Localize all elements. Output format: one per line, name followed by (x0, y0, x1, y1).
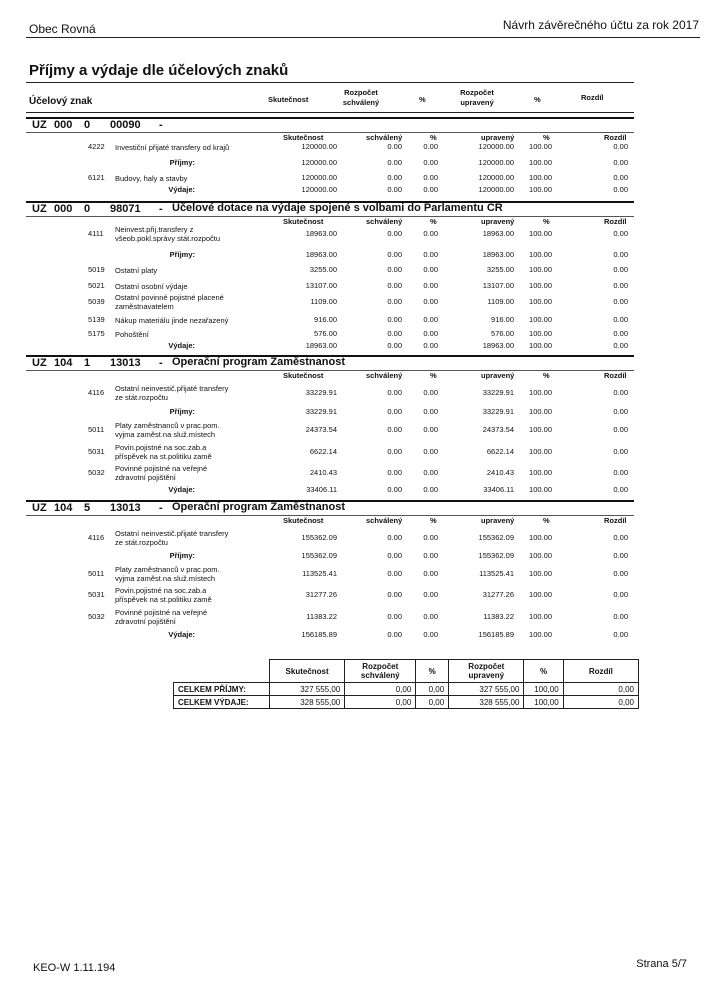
row-value-pct: 0.00 (423, 485, 438, 494)
column-label: % (543, 133, 550, 142)
item-code: 5039 (88, 297, 105, 306)
row-value-ru: 120000.00 (478, 142, 514, 151)
row-value-pct: 0.00 (423, 447, 438, 456)
row-value-pct: 0.00 (423, 407, 438, 416)
row-value-pct2: 100.00 (529, 265, 552, 274)
row-description: Neinvest.přij.transfery z všeob.pokl.správy stát.rozpočtu (115, 225, 221, 243)
row-value-pct: 0.00 (423, 590, 438, 599)
totals-label: CELKEM VÝDAJE: (174, 696, 270, 709)
row-value-pct: 0.00 (423, 281, 438, 290)
row-value-ru: 120000.00 (478, 158, 514, 167)
row-value-pct: 0.00 (423, 297, 438, 306)
item-code: 5019 (88, 265, 105, 274)
row-value-pct2: 100.00 (529, 297, 552, 306)
row-value-skut: 120000.00 (301, 173, 337, 182)
row-value-rozdil: 0.00 (613, 158, 628, 167)
row-description: Ostatní povinné pojistné placené zaměstnavatelem (115, 293, 224, 311)
row-value-rs: 0.00 (387, 551, 402, 560)
row-value-pct: 0.00 (423, 630, 438, 639)
column-label: upravený (481, 371, 515, 380)
totals-value: 0,00 (416, 696, 449, 709)
section-code: - (159, 203, 163, 215)
row-value-ru: 155362.09 (478, 533, 514, 542)
row-sum-label: Příjmy: (169, 551, 195, 560)
row-value-rozdil: 0.00 (613, 590, 628, 599)
row-value-skut: 155362.09 (301, 533, 337, 542)
row-value-skut: 1109.00 (310, 297, 337, 306)
item-code: 6121 (88, 173, 105, 182)
column-label: Rozdíl (604, 133, 627, 142)
row-value-ru: 33229.91 (482, 407, 514, 416)
section-name: Operační program Zaměstnanost (172, 356, 345, 368)
section-code: 000 (54, 203, 73, 215)
row-value-pct2: 100.00 (529, 612, 552, 621)
totals-value: 100,00 (524, 683, 563, 696)
totals-header-cell: % (416, 660, 449, 683)
row-value-pct2: 100.00 (529, 142, 552, 151)
row-value-pct: 0.00 (423, 551, 438, 560)
item-code: 5021 (88, 281, 105, 290)
row-description: Ostatní neinvestič.přijaté transfery ze stát.rozpočtu (115, 384, 229, 402)
row-value-rs: 0.00 (387, 612, 402, 621)
row-value-ru: 13107.00 (482, 281, 514, 290)
row-value-rozdil: 0.00 (613, 407, 628, 416)
row-value-pct: 0.00 (423, 569, 438, 578)
row-value-rozdil: 0.00 (613, 185, 628, 194)
row-value-rozdil: 0.00 (613, 281, 628, 290)
section-code: 104 (54, 357, 73, 369)
row-value-rs: 0.00 (387, 329, 402, 338)
column-label: schválený (366, 516, 403, 525)
column-label: upravený (481, 217, 515, 226)
row-description: Povin.pojistné na soc.zab.a příspěvek na st.politiku zamě (115, 443, 212, 461)
column-label: Rozdíl (604, 217, 627, 226)
totals-value: 327 555,00 (269, 683, 344, 696)
row-description: Pohoštění (115, 330, 149, 339)
row-value-rs: 0.00 (387, 250, 402, 259)
row-description: Budovy, haly a stavby (115, 174, 188, 183)
column-skutecnost: Skutečnost (268, 95, 309, 104)
totals-value: 0,00 (563, 683, 638, 696)
row-value-skut: 11383.22 (306, 612, 337, 621)
row-value-pct: 0.00 (423, 158, 438, 167)
section-code: - (159, 502, 163, 514)
row-value-pct2: 100.00 (529, 185, 552, 194)
section-code: 000 (54, 119, 73, 131)
row-value-pct2: 100.00 (529, 173, 552, 182)
row-value-rozdil: 0.00 (613, 341, 628, 350)
row-description: Ostatní platy (115, 266, 158, 275)
row-value-rozdil: 0.00 (613, 447, 628, 456)
row-value-ru: 24373.54 (482, 425, 514, 434)
row-value-pct2: 100.00 (529, 630, 552, 639)
header-rule (26, 37, 700, 38)
row-value-pct: 0.00 (423, 173, 438, 182)
row-value-pct2: 100.00 (529, 315, 552, 324)
section-code: - (159, 357, 163, 369)
row-value-pct: 0.00 (423, 250, 438, 259)
row-value-ru: 2410.43 (486, 468, 514, 477)
row-value-ru: 18963.00 (482, 341, 514, 350)
row-sum-label: Příjmy: (169, 250, 195, 259)
row-value-rozdil: 0.00 (613, 329, 628, 338)
section-code: 0 (84, 203, 91, 215)
row-value-rozdil: 0.00 (613, 250, 628, 259)
section-name: Účelové dotace na výdaje spojené s volbami do Parlamentu ČR (172, 202, 503, 214)
row-value-rozdil: 0.00 (613, 142, 628, 151)
row-value-rozdil: 0.00 (613, 468, 628, 477)
row-value-rozdil: 0.00 (613, 229, 628, 238)
top-header-bottom-rule (26, 112, 634, 113)
row-description: Nákup materiálu jinde nezařazený (115, 316, 229, 325)
row-value-rs: 0.00 (387, 297, 402, 306)
row-value-skut: 3255.00 (309, 265, 337, 274)
item-code: 4116 (88, 388, 105, 397)
row-value-pct: 0.00 (423, 315, 438, 324)
row-value-ru: 576.00 (491, 329, 514, 338)
row-value-rozdil: 0.00 (613, 265, 628, 274)
row-value-pct: 0.00 (423, 329, 438, 338)
column-rozdil: Rozdíl (581, 93, 604, 102)
column-label: upravený (481, 516, 515, 525)
row-value-rs: 0.00 (387, 185, 402, 194)
row-value-pct2: 100.00 (529, 485, 552, 494)
item-code: 5031 (88, 447, 105, 456)
section-code: 104 (54, 502, 73, 514)
row-value-pct: 0.00 (423, 612, 438, 621)
row-value-skut: 6622.14 (309, 447, 337, 456)
row-value-rs: 0.00 (387, 630, 402, 639)
row-value-pct: 0.00 (423, 341, 438, 350)
section-code: 1 (84, 357, 91, 369)
row-value-pct2: 100.00 (529, 425, 552, 434)
section-code: - (159, 119, 163, 131)
column-label: % (543, 516, 550, 525)
column-pct2: % (534, 95, 541, 104)
row-value-ru: 33406.11 (483, 485, 514, 494)
row-value-ru: 1109.00 (487, 297, 514, 306)
row-value-pct2: 100.00 (529, 329, 552, 338)
totals-row-prijmy (174, 683, 639, 696)
totals-value: 328 555,00 (269, 696, 344, 709)
row-description: Povinné pojistné na veřejné zdravotní pojištění (115, 608, 208, 626)
row-value-ru: 6622.14 (486, 447, 514, 456)
row-value-rozdil: 0.00 (613, 533, 628, 542)
row-value-rs: 0.00 (387, 158, 402, 167)
row-sum-label: Příjmy: (169, 407, 195, 416)
totals-header-cell: Rozpočet upravený (449, 660, 524, 683)
totals-header-cell: % (524, 660, 563, 683)
row-value-ru: 18963.00 (482, 229, 514, 238)
column-label: Skutečnost (283, 371, 324, 380)
row-description: Povin.pojistné na soc.zab.a příspěvek na st.politiku zamě (115, 586, 212, 604)
row-value-ru: 31277.26 (482, 590, 514, 599)
row-value-rs: 0.00 (387, 142, 402, 151)
row-value-pct2: 100.00 (529, 388, 552, 397)
column-rozpocet-schvaleny: Rozpočet schválený (342, 88, 380, 107)
column-label: Skutečnost (283, 516, 324, 525)
row-sum-label: Výdaje: (168, 630, 195, 639)
row-value-ru: 113525.41 (479, 569, 514, 578)
row-description: Povinné pojistné na veřejné zdravotní pojištění (115, 464, 208, 482)
row-value-pct2: 100.00 (529, 447, 552, 456)
row-value-skut: 33229.91 (305, 407, 337, 416)
row-value-skut: 916.00 (314, 315, 337, 324)
row-value-rs: 0.00 (387, 265, 402, 274)
municipality-name: Obec Rovná (29, 22, 96, 36)
top-header-rule (26, 82, 634, 83)
section-code: UZ (32, 119, 47, 131)
column-label: schválený (366, 133, 403, 142)
item-code: 5031 (88, 590, 105, 599)
row-value-pct2: 100.00 (529, 569, 552, 578)
row-description: Platy zaměstnanců v prac.pom. vyjma zaměst.na služ.místech (115, 421, 220, 439)
row-value-skut: 120000.00 (301, 158, 337, 167)
item-code: 4222 (88, 142, 105, 151)
totals-table (173, 659, 639, 709)
section-name: Operační program Zaměstnanost (172, 501, 345, 513)
row-value-rs: 0.00 (387, 229, 402, 238)
row-sum-label: Výdaje: (168, 341, 195, 350)
row-value-pct: 0.00 (423, 142, 438, 151)
totals-header-cell: Rozdíl (563, 660, 638, 683)
totals-value: 327 555,00 (449, 683, 524, 696)
row-value-pct2: 100.00 (529, 341, 552, 350)
column-rozpocet-upraveny: Rozpočet upravený (460, 88, 494, 107)
column-label: upravený (481, 133, 515, 142)
row-value-rs: 0.00 (387, 569, 402, 578)
column-ucel: Účelový znak (29, 96, 93, 107)
item-code: 5032 (88, 468, 105, 477)
row-value-ru: 11383.22 (483, 612, 514, 621)
footer-program-version: KEO-W 1.11.194 (33, 962, 116, 974)
row-value-pct: 0.00 (423, 185, 438, 194)
row-value-rozdil: 0.00 (613, 630, 628, 639)
column-label: Skutečnost (283, 217, 324, 226)
row-value-rozdil: 0.00 (613, 612, 628, 621)
row-value-skut: 120000.00 (301, 185, 337, 194)
row-value-skut: 24373.54 (305, 425, 337, 434)
section-code: 00090 (110, 119, 141, 131)
row-value-pct2: 100.00 (529, 407, 552, 416)
column-label: % (430, 217, 437, 226)
row-value-ru: 33229.91 (482, 388, 514, 397)
row-value-rs: 0.00 (387, 590, 402, 599)
row-value-ru: 3255.00 (486, 265, 514, 274)
row-value-skut: 156185.89 (301, 630, 337, 639)
row-value-rozdil: 0.00 (613, 485, 628, 494)
totals-header-row (174, 660, 639, 683)
totals-value: 0,00 (345, 683, 416, 696)
section-code: 98071 (110, 203, 141, 215)
column-pct: % (419, 95, 426, 104)
row-value-rozdil: 0.00 (613, 425, 628, 434)
row-description: Platy zaměstnanců v prac.pom. vyjma zaměst.na služ.místech (115, 565, 220, 583)
totals-value: 100,00 (524, 696, 563, 709)
row-value-skut: 33406.11 (306, 485, 337, 494)
column-label: Rozdíl (604, 371, 627, 380)
row-value-pct2: 100.00 (529, 590, 552, 599)
totals-value: 0,00 (563, 696, 638, 709)
section-code: 0 (84, 119, 91, 131)
column-label: Skutečnost (283, 133, 324, 142)
section-code: 13013 (110, 357, 141, 369)
row-description: Ostatní neinvestič.přijaté transfery ze stát.rozpočtu (115, 529, 229, 547)
row-sum-label: Výdaje: (168, 485, 195, 494)
item-code: 5139 (88, 315, 105, 324)
row-value-ru: 155362.09 (478, 551, 514, 560)
row-value-rozdil: 0.00 (613, 551, 628, 560)
row-value-pct2: 100.00 (529, 551, 552, 560)
row-value-rs: 0.00 (387, 533, 402, 542)
row-value-pct: 0.00 (423, 265, 438, 274)
row-value-pct2: 100.00 (529, 250, 552, 259)
column-label: schválený (366, 217, 403, 226)
row-value-ru: 156185.89 (478, 630, 514, 639)
row-value-skut: 2410.43 (309, 468, 337, 477)
row-value-skut: 155362.09 (301, 551, 337, 560)
row-value-rs: 0.00 (387, 341, 402, 350)
row-value-rs: 0.00 (387, 388, 402, 397)
row-value-pct2: 100.00 (529, 158, 552, 167)
row-value-pct: 0.00 (423, 229, 438, 238)
row-value-rozdil: 0.00 (613, 388, 628, 397)
row-value-pct: 0.00 (423, 533, 438, 542)
row-value-rozdil: 0.00 (613, 569, 628, 578)
row-sum-label: Výdaje: (168, 185, 195, 194)
section-code: 13013 (110, 502, 141, 514)
column-label: % (430, 133, 437, 142)
row-value-skut: 18963.00 (305, 250, 337, 259)
row-value-rs: 0.00 (387, 407, 402, 416)
row-value-pct2: 100.00 (529, 281, 552, 290)
row-value-skut: 113525.41 (302, 569, 337, 578)
row-value-rs: 0.00 (387, 485, 402, 494)
section-code: 5 (84, 502, 91, 514)
row-value-pct: 0.00 (423, 388, 438, 397)
totals-header-cell: Rozpočet schválený (345, 660, 416, 683)
section-code: UZ (32, 203, 47, 215)
item-code: 4111 (88, 229, 104, 238)
row-value-rozdil: 0.00 (613, 315, 628, 324)
section-code: UZ (32, 502, 47, 514)
row-value-pct2: 100.00 (529, 533, 552, 542)
row-value-rs: 0.00 (387, 281, 402, 290)
row-description: Ostatní osobní výdaje (115, 282, 188, 291)
row-value-skut: 18963.00 (305, 341, 337, 350)
row-value-ru: 120000.00 (478, 173, 514, 182)
row-value-skut: 31277.26 (305, 590, 337, 599)
row-value-rozdil: 0.00 (613, 297, 628, 306)
row-value-skut: 120000.00 (301, 142, 337, 151)
row-value-pct: 0.00 (423, 468, 438, 477)
totals-header-cell: Skutečnost (269, 660, 344, 683)
page-title: Příjmy a výdaje dle účelových znaků (29, 62, 289, 79)
item-code: 5011 (88, 569, 105, 578)
totals-label: CELKEM PŘÍJMY: (174, 683, 270, 696)
column-label: Rozdíl (604, 516, 627, 525)
row-value-ru: 18963.00 (482, 250, 514, 259)
totals-row-vydaje (174, 696, 639, 709)
row-value-pct: 0.00 (423, 425, 438, 434)
row-sum-label: Příjmy: (169, 158, 195, 167)
section-code: UZ (32, 357, 47, 369)
column-label: % (430, 516, 437, 525)
row-value-skut: 13107.00 (305, 281, 337, 290)
item-code: 4116 (88, 533, 105, 542)
row-value-rs: 0.00 (387, 425, 402, 434)
row-value-rs: 0.00 (387, 315, 402, 324)
row-description: Investiční přijaté transfery od krajů (115, 143, 230, 152)
totals-value: 328 555,00 (449, 696, 524, 709)
footer-page-number: Strana 5/7 (636, 958, 687, 970)
row-value-rozdil: 0.00 (613, 173, 628, 182)
item-code: 5032 (88, 612, 105, 621)
row-value-pct2: 100.00 (529, 229, 552, 238)
item-code: 5175 (88, 329, 105, 338)
row-value-rs: 0.00 (387, 468, 402, 477)
totals-corner (174, 660, 270, 683)
row-value-ru: 916.00 (491, 315, 514, 324)
row-value-rs: 0.00 (387, 447, 402, 456)
item-code: 5011 (88, 425, 105, 434)
row-value-pct2: 100.00 (529, 468, 552, 477)
totals-value: 0,00 (416, 683, 449, 696)
totals-value: 0,00 (345, 696, 416, 709)
row-value-skut: 576.00 (314, 329, 337, 338)
document-title: Návrh závěrečného účtu za rok 2017 (502, 18, 699, 32)
row-value-skut: 33229.91 (305, 388, 337, 397)
column-label: schválený (366, 371, 403, 380)
row-value-skut: 18963.00 (305, 229, 337, 238)
column-label: % (543, 217, 550, 226)
row-value-ru: 120000.00 (478, 185, 514, 194)
row-value-rs: 0.00 (387, 173, 402, 182)
column-label: % (543, 371, 550, 380)
column-label: % (430, 371, 437, 380)
